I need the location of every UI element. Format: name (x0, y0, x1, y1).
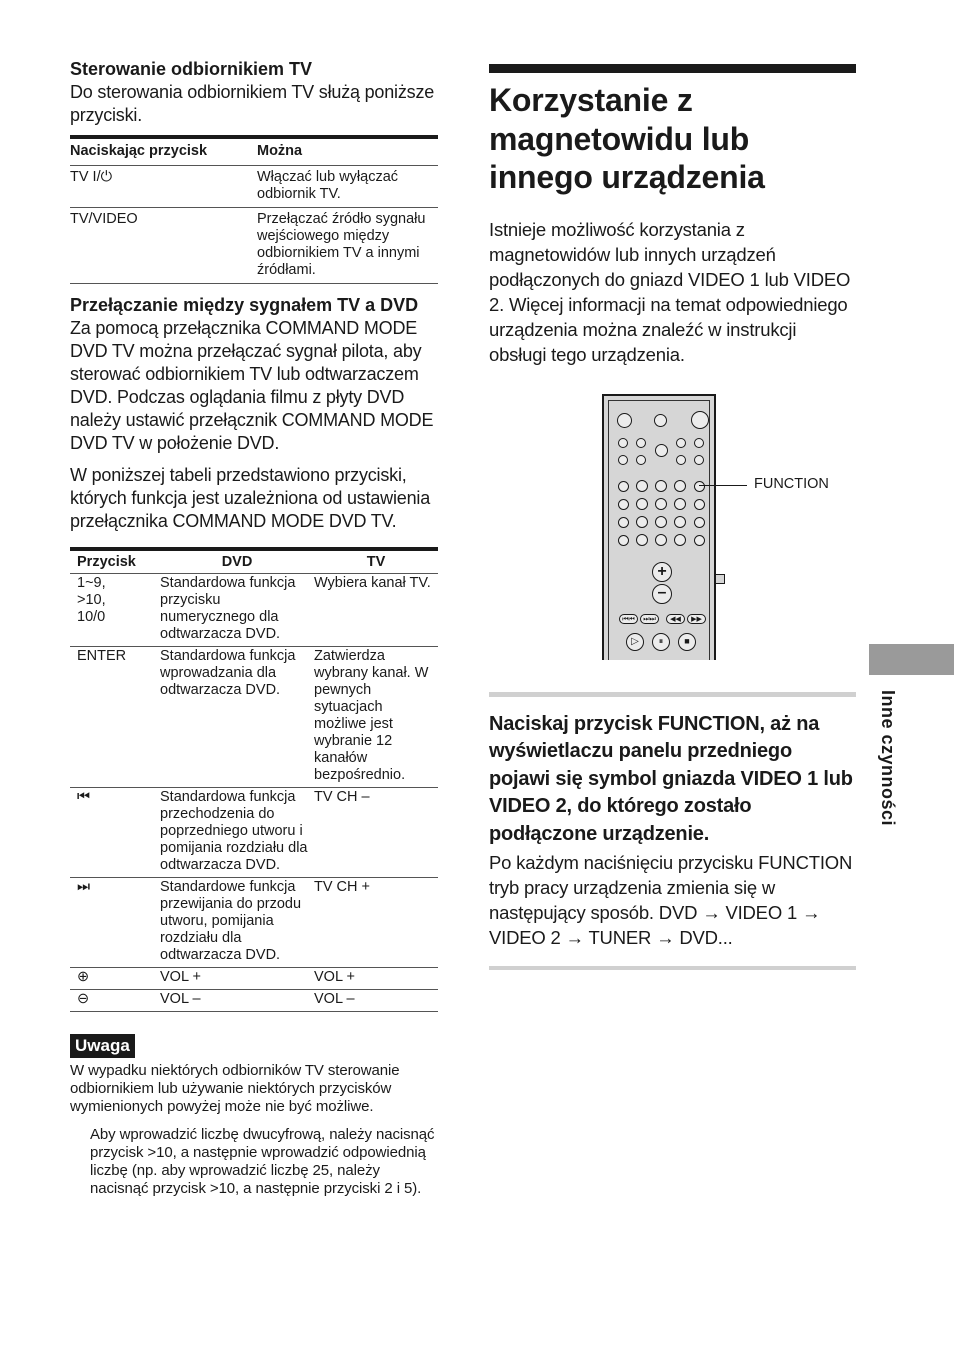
remote-button (674, 534, 686, 546)
remote-button (655, 534, 667, 546)
remote-button (694, 438, 704, 448)
table2-cell: Standardowa funkcja przechodzenia do poprzedniego utworu i pomijania rozdziału dla odtwarzacza DVD. (160, 788, 314, 878)
table2-cell: Standardowe funkcja przewijania do przodu utworu, pomijania rozdziału dla odtwarzacza DVD. (160, 878, 314, 968)
table2-cell: Standardowa funkcja wprowadzania dla odtwarzacza DVD. (160, 647, 314, 788)
remote-button (618, 438, 628, 448)
remote-button (636, 534, 648, 546)
remote-button (676, 455, 686, 465)
vol-minus-icon: ⊖ (70, 990, 160, 1012)
remote-button (618, 499, 629, 510)
mode-buttons-table (70, 547, 438, 1012)
intro-paragraph: Istnieje możliwość korzystania z magnetowidów lub innych urządzeń podłączonych do gniazd VIDEO 1 lub VIDEO 2. Więcej informacji na temat odpowiedniego urządzenia można znaleźć w instrukcji obsługi tego urządzenia. (489, 218, 851, 365)
remote-button (674, 480, 686, 492)
remote-button (674, 498, 686, 510)
remote-control (602, 394, 716, 660)
remote-side-switch (715, 574, 725, 584)
footnote: Aby wprowadzić liczbę dwucyfrową, należy nacisnąć przycisk >10, a następnie wprowadzić odpowiednią liczbę (np. aby wprowadzić liczbę 25, należy nacisnąć przycisk >10, a następnie przyciski 2 i 5). (90, 1126, 435, 1197)
remote-button (655, 498, 667, 510)
table1-header-button: Naciskając przycisk (70, 137, 257, 166)
table2-header-tv: TV (314, 549, 438, 574)
table-row (70, 878, 438, 968)
tv-buttons-table (70, 135, 438, 284)
remote-button (618, 455, 628, 465)
vol-minus-icon: – (652, 584, 672, 604)
table-row (70, 968, 438, 990)
rewind-icon: ◀◀ (666, 614, 685, 624)
table1-cell: TV I/⏻ (70, 166, 257, 208)
tv-control-heading: Sterowanie odbiornikiem TV (70, 59, 313, 79)
remote-button (654, 414, 667, 427)
table2-cell: VOL – (314, 990, 438, 1012)
stop-icon: ■ (678, 633, 696, 651)
table2-cell: VOL + (160, 968, 314, 990)
table2-header-dvd: DVD (160, 549, 314, 574)
table1-cell: Przełączać źródło sygnału wejściowego między odbiornikiem TV a innymi źródłami. (257, 208, 438, 284)
remote-button (636, 516, 648, 528)
remote-button (694, 517, 705, 528)
remote-button (694, 455, 704, 465)
next-track-icon: ⏭⏭ (640, 614, 659, 624)
table-row (70, 166, 438, 208)
note-badge: Uwaga (70, 1034, 135, 1058)
remote-button (694, 499, 705, 510)
table2-cell: Zatwierdza wybrany kanał. W pewnych sytuacjach możliwe jest wybranie 12 kanałów bezpośrednio. (314, 647, 438, 788)
table1-cell: TV/VIDEO (70, 208, 257, 284)
table-row (70, 574, 438, 647)
prev-track-icon: ⏮ (70, 788, 160, 878)
right-column (489, 64, 856, 970)
table-row (70, 647, 438, 788)
fast-forward-icon: ▶▶ (687, 614, 706, 624)
step-heading: Naciskaj przycisk FUNCTION, aż na wyświetlaczu panelu przedniego pojawi się symbol gniazda VIDEO 1 lub VIDEO 2, do którego zostało podłączone urządzenie. (489, 712, 853, 845)
step-body: Po każdym naciśnięciu przycisku FUNCTION tryb pracy urządzenia zmienia się w następujący sposób. DVD → VIDEO 1 → VIDEO 2 → TUNER → DVD... (489, 852, 853, 948)
remote-illustration (489, 394, 856, 660)
remote-button (636, 498, 648, 510)
next-track-icon: ⏭ (70, 878, 160, 968)
tv-control-intro: Do sterowania odbiornikiem TV służą poniższe przyciski. (70, 82, 435, 125)
remote-button (618, 517, 629, 528)
function-button (694, 481, 705, 492)
switch-paragraph-2: W poniższej tabeli przedstawiono przyciski, których funkcja jest uzależniona od ustawienia przełącznika COMMAND MODE DVD TV. (70, 465, 431, 531)
remote-button (655, 444, 668, 457)
prev-track-icon: ⏮⏮ (619, 614, 638, 624)
section-rule-top (489, 692, 856, 697)
table2-cell: 1~9, >10, 10/0 (70, 574, 160, 647)
switch-heading: Przełączanie między sygnałem TV a DVD (70, 295, 419, 315)
remote-button (636, 455, 646, 465)
table1-cell: Włączać lub wyłączać odbiornik TV. (257, 166, 438, 208)
remote-button (617, 413, 632, 428)
page-title: Korzystanie z magnetowidu lub innego urządzenia (489, 82, 765, 195)
table2-cell: TV CH + (314, 878, 438, 968)
function-callout-label: FUNCTION (754, 475, 829, 492)
table2-cell: VOL – (160, 990, 314, 1012)
table2-cell: TV CH – (314, 788, 438, 878)
table-row (70, 208, 438, 284)
section-tab-label: Inne czynności (878, 690, 898, 827)
title-bar (489, 64, 856, 73)
vol-plus-icon: + (652, 562, 672, 582)
note-text: W wypadku niektórych odbiorników TV sterowanie odbiornikiem lub używanie niektórych przycisków wymienionych powyżej może nie być możliwe. (70, 1062, 400, 1115)
remote-button (655, 516, 667, 528)
table2-cell: ENTER (70, 647, 160, 788)
section-tab-marker (869, 644, 954, 675)
table2-cell: VOL + (314, 968, 438, 990)
vol-plus-icon: ⊕ (70, 968, 160, 990)
left-column (70, 58, 438, 1198)
remote-button (694, 535, 705, 546)
remote-button (618, 481, 629, 492)
table2-cell: Standardowa funkcja przycisku numerycznego dla odtwarzacza DVD. (160, 574, 314, 647)
remote-button (674, 516, 686, 528)
section-rule-bottom (489, 966, 856, 970)
table2-header-button: Przycisk (70, 549, 160, 574)
remote-button (655, 480, 667, 492)
remote-button (636, 438, 646, 448)
table2-cell: Wybiera kanał TV. (314, 574, 438, 647)
function-callout-line (699, 485, 747, 486)
remote-button (691, 411, 709, 429)
remote-button (618, 535, 629, 546)
table-row (70, 788, 438, 878)
table-row (70, 990, 438, 1012)
switch-paragraph-1: Za pomocą przełącznika COMMAND MODE DVD TV można przełączać sygnał pilota, aby sterować odbiornikiem TV lub odtwarzaczem DVD. Podczas oglądania filmu z płyty DVD należy ustawić przełącznik COMMAND MODE DVD TV w położenie DVD. (70, 318, 434, 453)
play-icon: ▷ (626, 633, 644, 651)
remote-button (676, 438, 686, 448)
pause-icon: ⏸ (652, 633, 670, 651)
remote-button (636, 480, 648, 492)
table1-header-action: Można (257, 137, 438, 166)
